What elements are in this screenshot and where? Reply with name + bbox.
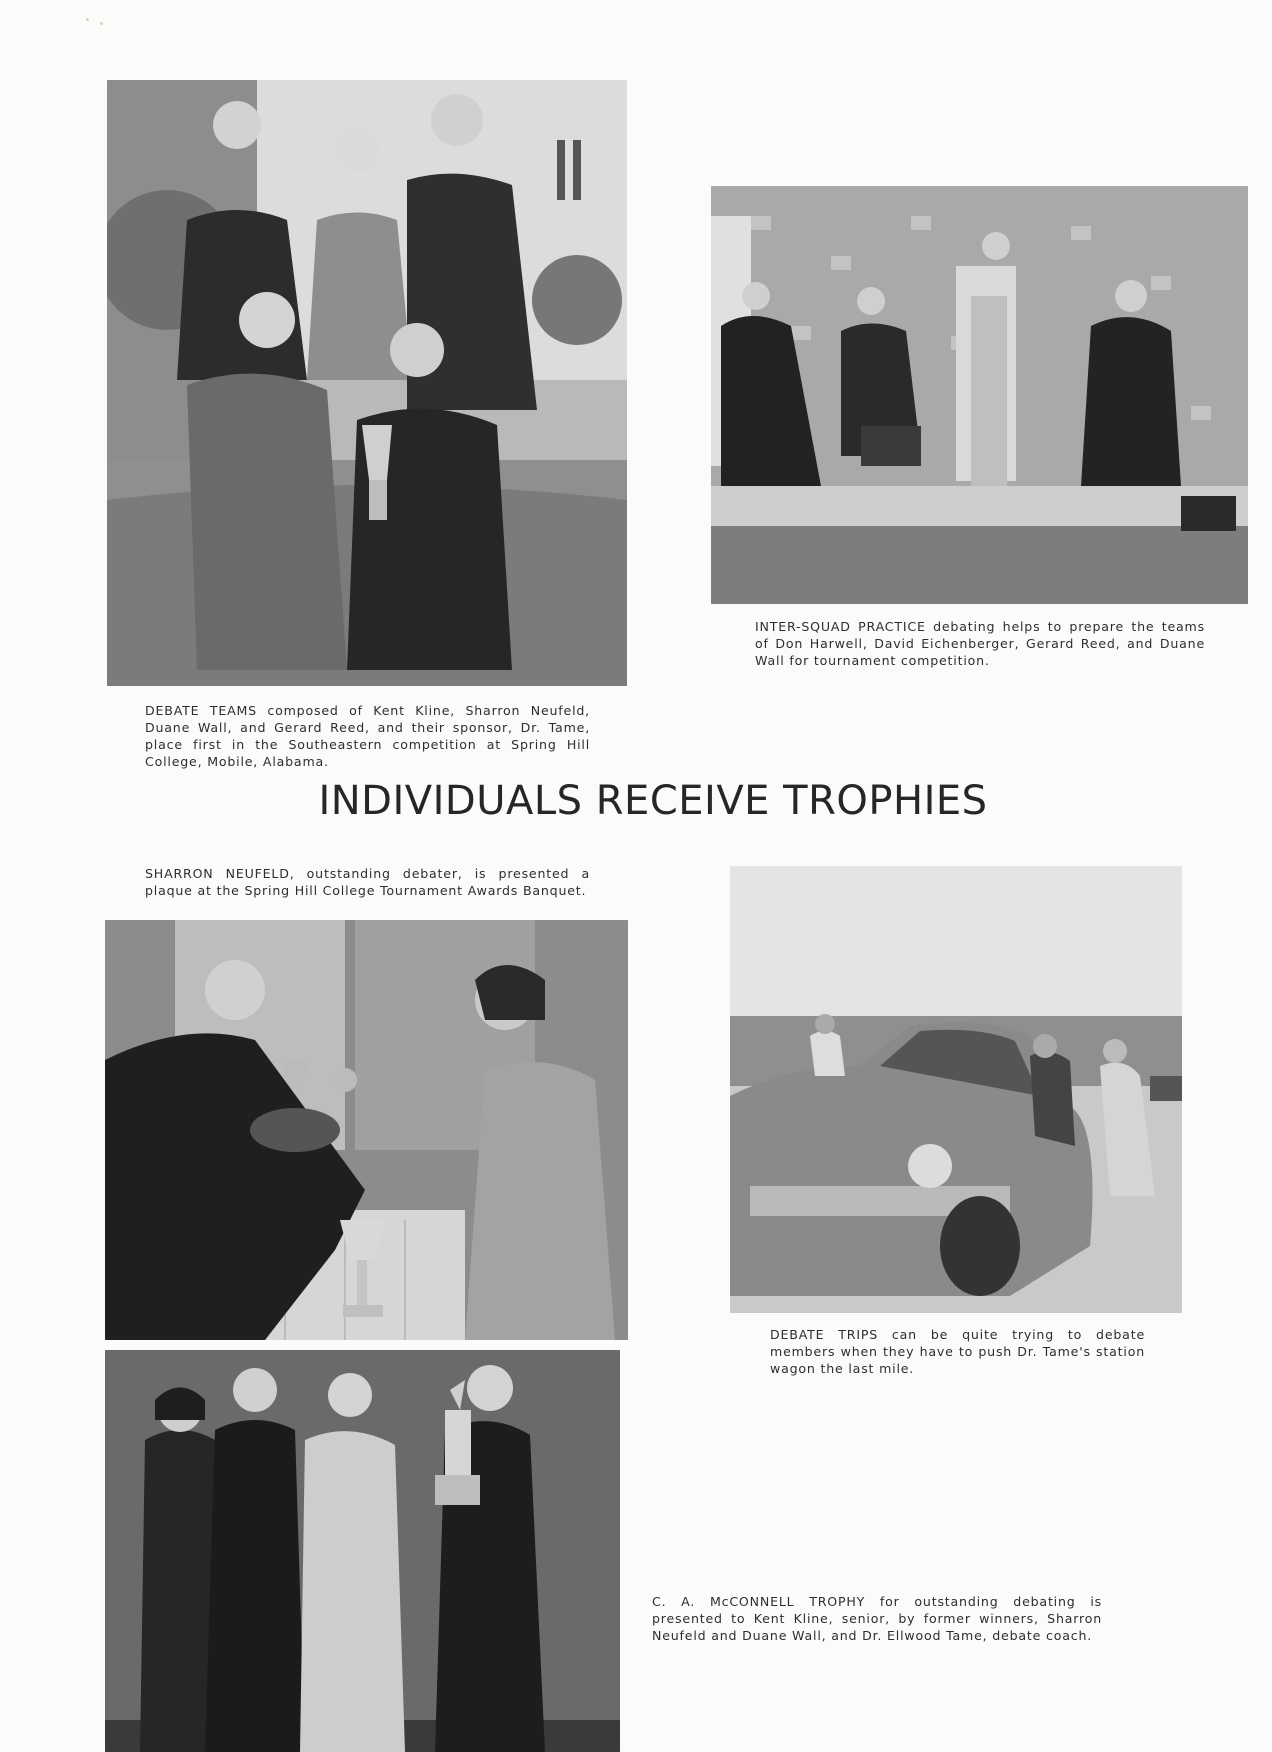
- caption-mcconnell: C. A. McCONNELL TROPHY for outstanding debating is presented to Kent Kline, senior, by former winners, Sharron Neufeld and Duane Wall, and Dr. Ellwood Tame, debate coach.: [652, 1594, 1102, 1643]
- page-headline: INDIVIDUALS RECEIVE TROPHIES: [318, 778, 988, 824]
- caption-debate-trips: DEBATE TRIPS can be quite trying to debate members when they have to push Dr. Tame's station wagon the last mile.: [770, 1327, 1145, 1376]
- inter-squad-practice-photo: [711, 186, 1248, 604]
- corner-mark: [100, 22, 103, 25]
- caption-sharron: SHARRON NEUFELD, outstanding debater, is presented a plaque at the Spring Hill College Tournament Awards Banquet.: [145, 866, 590, 898]
- caption-inter-squad: INTER-SQUAD PRACTICE debating helps to prepare the teams of Don Harwell, David Eichenberger, Gerard Reed, and Duane Wall for tournament competition.: [755, 619, 1205, 668]
- station-wagon-push-photo: [730, 866, 1182, 1313]
- corner-mark: [86, 18, 89, 21]
- mcconnell-trophy-photo: [105, 1350, 620, 1752]
- debate-team-group-photo: [107, 80, 627, 686]
- plaque-presentation-photo: [105, 920, 628, 1340]
- caption-debate-teams: DEBATE TEAMS composed of Kent Kline, Sharron Neufeld, Duane Wall, and Gerard Reed, and their sponsor, Dr. Tame, place first in the Southeastern competition at Spring Hill College, Mobile, Alabama.: [145, 703, 590, 769]
